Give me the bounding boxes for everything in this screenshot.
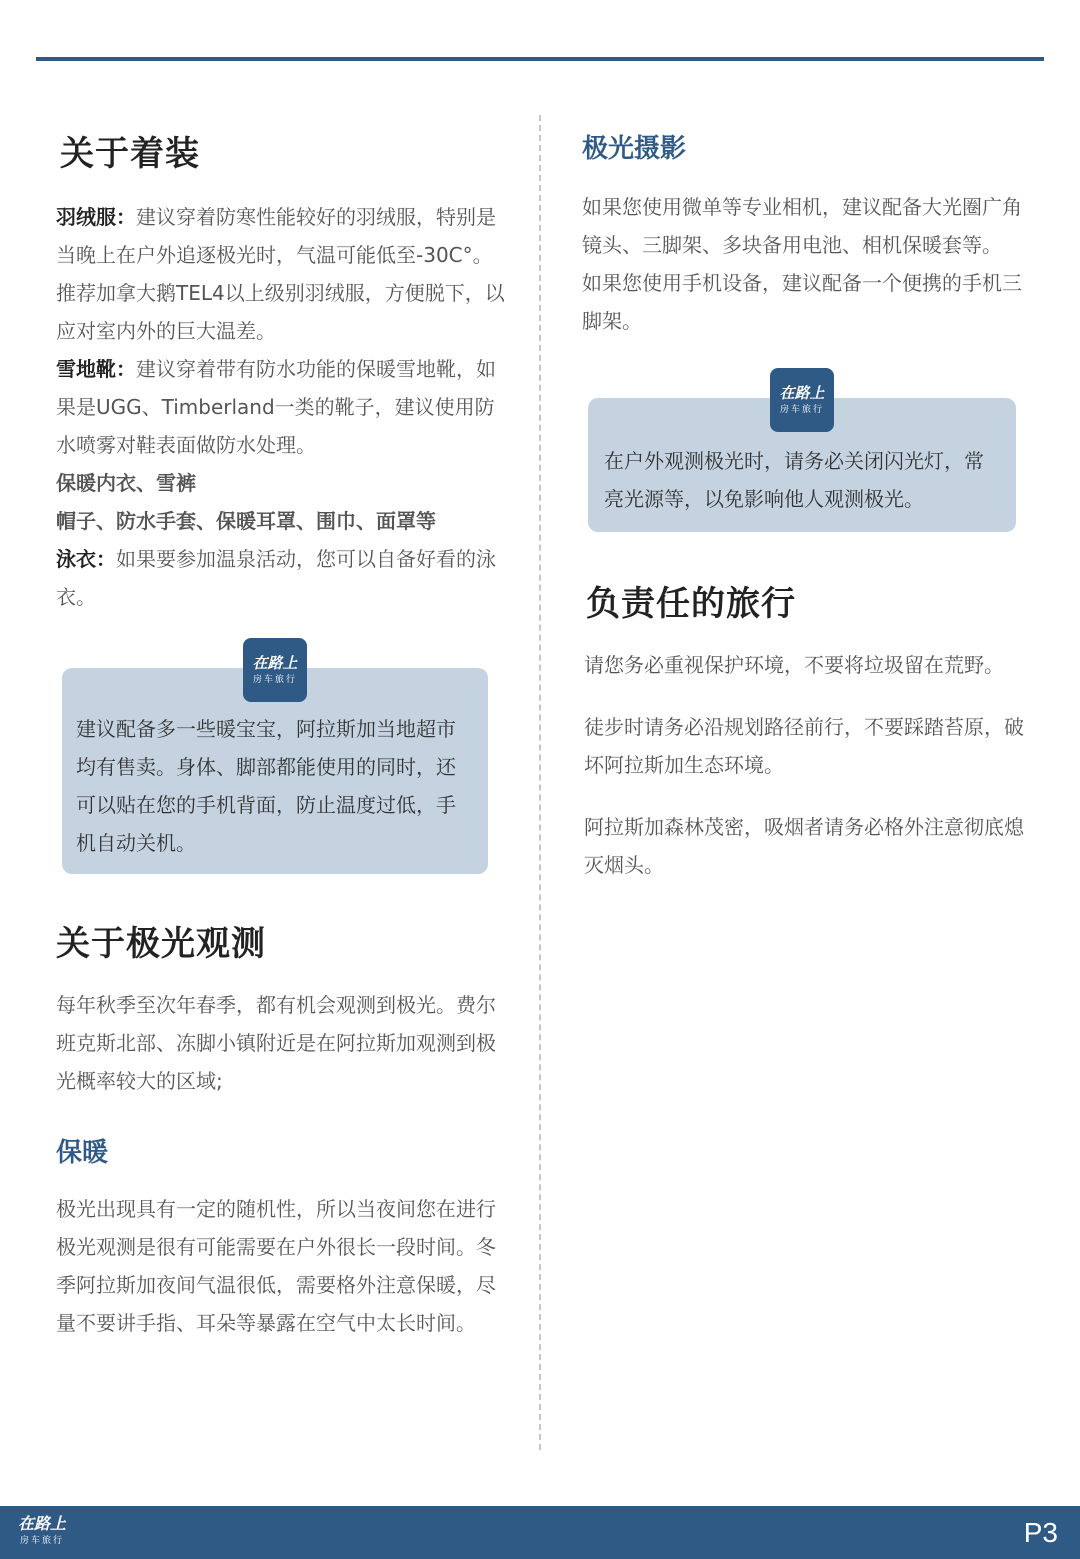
warmer-tip-box — [62, 654, 488, 874]
responsible-p1: 请您务必重视保护环境，不要将垃圾留在荒野。 — [584, 653, 1004, 677]
swimwear-item — [56, 540, 506, 616]
warmer-tip-text: 建议配备多一些暖宝宝，阿拉斯加当地超市均有售卖。身体、脚部都能使用的同时，还可以贴在您的手机背面，防止温度过低，手机自动关机。 — [76, 717, 456, 855]
logo-subtext: 房车旅行 — [779, 405, 824, 415]
warm-title: 保暖 — [56, 1138, 109, 1168]
down-jacket-text: 建议穿着防寒性能较好的羽绒服，特别是当晚上在户外追逐极光时，气温可能低至-30C°。推荐加拿大鹅TEL4以上级别羽绒服，方便脱下，以应对室内外的巨大温差。 — [56, 205, 505, 343]
footer-logo — [12, 1514, 72, 1548]
logo-subtext: 房车旅行 — [252, 675, 297, 685]
top-rule — [36, 57, 1044, 61]
page-number: P3 — [1023, 1517, 1058, 1548]
aurora-title: 关于极光观测 — [56, 924, 266, 964]
footer-logo-text: 在路上 — [17, 1514, 66, 1533]
footer-bar — [0, 1506, 1080, 1559]
swimwear-label: 泳衣： — [56, 547, 116, 571]
logo-text: 在路上 — [779, 384, 825, 402]
tip-logo — [243, 638, 307, 702]
accessories-item: 帽子、防水手套、保暖耳罩、围巾、面罩等 — [56, 509, 436, 533]
right-column — [582, 130, 1032, 884]
footer-logo-subtext: 房车旅行 — [19, 1536, 64, 1546]
photo-title: 极光摄影 — [582, 134, 687, 164]
column-divider — [539, 115, 541, 1450]
snow-boots-label: 雪地靴： — [56, 357, 136, 381]
down-jacket-label: 羽绒服： — [56, 205, 136, 229]
snow-boots-text: 建议穿着带有防水功能的保暖雪地靴，如果是UGG、Timberland一类的靴子，建议使用防水喷雾对鞋表面做防水处理。 — [56, 357, 496, 457]
responsible-title: 负责任的旅行 — [586, 584, 796, 624]
logo-text: 在路上 — [252, 654, 298, 672]
flash-tip-box — [588, 384, 1016, 532]
warm-text: 极光出现具有一定的随机性，所以当夜间您在进行极光观测是很有可能需要在户外很长一段时间。冬季阿拉斯加夜间气温很低，需要格外注意保暖，尽量不要讲手指、耳朵等暴露在空气中太长时间。 — [56, 1197, 496, 1335]
down-jacket-item — [56, 198, 506, 350]
responsible-p2: 徒步时请务必沿规划路径前行，不要踩踏苔原，破坏阿拉斯加生态环境。 — [584, 715, 1024, 777]
clothing-body — [56, 198, 506, 616]
left-column — [56, 130, 506, 1342]
underwear-item: 保暖内衣、雪裤 — [56, 471, 196, 495]
flash-tip-text: 在户外观测极光时，请务必关闭闪光灯，常亮光源等，以免影响他人观测极光。 — [604, 449, 984, 511]
photo-text-camera: 如果您使用微单等专业相机，建议配备大光圈广角镜头、三脚架、多块备用电池、相机保暖套等。 — [582, 195, 1022, 257]
tip-logo — [770, 368, 834, 432]
snow-boots-item — [56, 350, 506, 464]
photo-text-phone: 如果您使用手机设备，建议配备一个便携的手机三脚架。 — [582, 271, 1022, 333]
swimwear-text: 如果要参加温泉活动，您可以自备好看的泳衣。 — [56, 547, 496, 609]
aurora-text: 每年秋季至次年春季，都有机会观测到极光。费尔班克斯北部、冻脚小镇附近是在阿拉斯加观测到极光概率较大的区域; — [56, 993, 496, 1093]
responsible-p3: 阿拉斯加森林茂密，吸烟者请务必格外注意彻底熄灭烟头。 — [584, 815, 1024, 877]
clothing-title: 关于着装 — [60, 134, 200, 174]
